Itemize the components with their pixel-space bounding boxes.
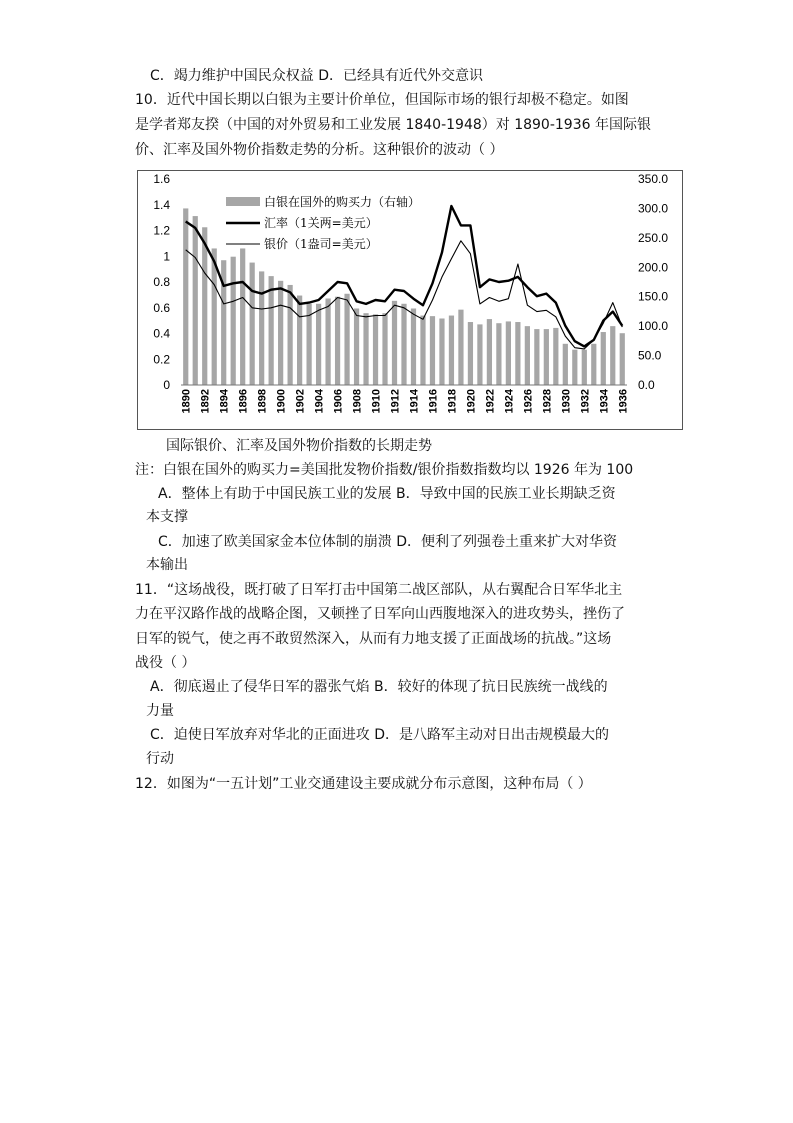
bar-purchasing-power-1933 — [591, 344, 596, 385]
bar-purchasing-power-1929 — [553, 328, 558, 385]
x-tick-label: 1910 — [370, 389, 383, 414]
q11-option-b-cont: 力量 — [146, 703, 174, 719]
bar-purchasing-power-1921 — [477, 324, 482, 385]
y-right-tick-label: 200.0 — [638, 260, 669, 275]
q11-stem-line1: 11．“这场战役，既打破了日军打击中国第二战区部队，从右翼配合日军华北主 — [135, 582, 623, 598]
bar-purchasing-power-1900 — [278, 281, 283, 385]
q11-stem-line2: 力在平汉路作战的战略企图，又顿挫了日军向山西腹地深入的进攻势头，挫伤了 — [135, 606, 625, 622]
q11-option-d-cont: 行动 — [146, 751, 174, 767]
bar-purchasing-power-1914 — [411, 308, 416, 385]
q10-stem-line2: 是学者郑友揆（中国的对外贸易和工业发展 1840-1948）对 1890-1936 年国际银 — [135, 117, 651, 133]
y-right-tick-label: 0.0 — [638, 378, 655, 392]
bar-purchasing-power-1924 — [506, 321, 511, 385]
y-left-tick-label: 0 — [163, 378, 170, 392]
x-tick-label: 1900 — [275, 389, 288, 414]
bar-purchasing-power-1916 — [430, 316, 435, 385]
bar-purchasing-power-1892 — [202, 227, 207, 385]
bar-purchasing-power-1891 — [193, 216, 198, 385]
y-right-tick-label: 100.0 — [638, 319, 669, 334]
y-right-tick-label: 50.0 — [638, 348, 662, 363]
bar-purchasing-power-1925 — [515, 322, 520, 385]
y-right-tick-label: 350.0 — [638, 172, 669, 186]
bar-purchasing-power-1922 — [487, 319, 492, 385]
x-tick-label: 1918 — [446, 389, 459, 414]
q10-stem-line3: 价、汇率及国外物价指数走势的分析。这种银价的波动（ ） — [135, 142, 504, 158]
legend-label-exchange-rate: 汇率（1关两=美元） — [264, 216, 378, 230]
bar-purchasing-power-1928 — [544, 329, 549, 385]
x-tick-label: 1902 — [294, 389, 307, 414]
q9-options-cd: C．竭力维护中国民众权益 D．已经具有近代外交意识 — [150, 68, 484, 84]
x-tick-label: 1908 — [351, 389, 364, 414]
x-tick-label: 1916 — [427, 389, 440, 414]
x-tick-label: 1912 — [389, 389, 402, 414]
x-tick-label: 1892 — [199, 389, 212, 414]
y-left-tick-label: 1.2 — [153, 223, 170, 238]
bar-purchasing-power-1890 — [183, 208, 188, 385]
q10-option-ab: A．整体上有助于中国民族工业的发展 B．导致中国的民族工业长期缺乏资 — [158, 486, 616, 502]
q11-stem-line3: 日军的锐气，使之再不敢贸然深入，从而有力地支援了正面战场的抗战。”这场 — [135, 631, 612, 647]
legend-label-silver-price: 银价（1盎司=美元） — [264, 237, 378, 251]
x-tick-label: 1926 — [522, 389, 535, 414]
bar-purchasing-power-1918 — [449, 316, 454, 385]
bar-purchasing-power-1935 — [610, 326, 615, 385]
y-left-tick-label: 0.8 — [153, 275, 170, 289]
bar-purchasing-power-1917 — [439, 318, 444, 385]
chart-svg — [138, 171, 682, 429]
q11-option-ab: A．彻底遏止了侵华日军的嚣张气焰 B．较好的体现了抗日民族统一战线的 — [150, 679, 608, 695]
x-tick-label: 1894 — [218, 389, 231, 414]
bar-purchasing-power-1898 — [259, 271, 264, 385]
bar-purchasing-power-1936 — [620, 333, 625, 385]
bar-purchasing-power-1902 — [297, 296, 302, 385]
y-right-tick-label: 300.0 — [638, 201, 669, 216]
y-left-tick-label: 1.6 — [153, 172, 170, 186]
q10-option-d-cont: 本输出 — [146, 557, 188, 573]
x-tick-label: 1896 — [237, 389, 250, 414]
y-left-tick-label: 1 — [163, 249, 170, 264]
x-tick-label: 1928 — [541, 389, 554, 414]
bar-purchasing-power-1901 — [288, 285, 293, 385]
bar-purchasing-power-1923 — [496, 323, 501, 385]
x-tick-label: 1898 — [256, 389, 269, 414]
bar-purchasing-power-1934 — [601, 332, 606, 385]
y-left-tick-label: 0.2 — [153, 352, 170, 367]
legend-label-purchasing-power: 白银在国外的购买力（右轴） — [264, 195, 421, 209]
bar-purchasing-power-1912 — [392, 301, 397, 385]
x-tick-label: 1914 — [408, 389, 421, 414]
q10-stem-line1: 10．近代中国长期以白银为主要计价单位，但国际市场的银行却极不稳定。如图 — [135, 92, 629, 108]
bar-purchasing-power-1907 — [344, 294, 349, 385]
bar-purchasing-power-1915 — [420, 316, 425, 385]
x-tick-label: 1920 — [465, 389, 478, 414]
bar-purchasing-power-1913 — [401, 304, 406, 385]
bar-purchasing-power-1909 — [363, 313, 368, 385]
x-tick-label: 1922 — [484, 389, 497, 414]
bar-purchasing-power-1931 — [572, 350, 577, 385]
bar-purchasing-power-1896 — [240, 248, 245, 385]
x-tick-label: 1904 — [313, 389, 326, 414]
bar-purchasing-power-1911 — [382, 313, 387, 385]
y-right-tick-label: 250.0 — [638, 230, 669, 245]
bar-purchasing-power-1920 — [468, 322, 473, 385]
bar-purchasing-power-1930 — [563, 344, 568, 385]
legend-swatch-purchasing-power — [226, 197, 260, 206]
bar-purchasing-power-1926 — [525, 326, 530, 385]
silver-price-chart — [137, 170, 683, 430]
y-left-tick-label: 0.6 — [153, 300, 170, 315]
q11-stem-line4: 战役（ ） — [135, 655, 196, 671]
bar-purchasing-power-1910 — [373, 314, 378, 385]
x-tick-label: 1906 — [332, 389, 345, 414]
bar-purchasing-power-1895 — [231, 257, 236, 385]
x-tick-label: 1924 — [503, 389, 516, 414]
bar-purchasing-power-1897 — [250, 263, 255, 385]
chart-note: 注：白银在国外的购买力=美国批发物价指数/银价指数指数均以 1926 年为 100 — [135, 462, 634, 478]
q10-option-b-cont: 本支撑 — [146, 509, 188, 525]
x-tick-label: 1936 — [617, 389, 630, 414]
y-left-tick-label: 0.4 — [153, 326, 170, 341]
bar-purchasing-power-1904 — [316, 304, 321, 385]
q11-option-cd: C．迫使日军放弃对华北的正面进攻 D．是八路军主动对日出击规模最大的 — [150, 727, 610, 743]
y-right-tick-label: 150.0 — [638, 289, 669, 304]
bar-purchasing-power-1932 — [582, 350, 587, 385]
x-tick-label: 1934 — [598, 389, 611, 414]
bar-purchasing-power-1919 — [458, 310, 463, 385]
x-tick-label: 1890 — [180, 389, 193, 414]
x-tick-label: 1932 — [579, 389, 592, 414]
bar-purchasing-power-1908 — [354, 308, 359, 385]
y-left-tick-label: 1.4 — [153, 197, 170, 212]
x-tick-label: 1930 — [560, 389, 573, 414]
bar-purchasing-power-1899 — [269, 276, 274, 385]
bar-purchasing-power-1906 — [335, 297, 340, 385]
q12-stem: 12．如图为“一五计划”工业交通建设主要成就分布示意图，这种布局（ ） — [135, 776, 592, 792]
q10-option-cd: C．加速了欧美国家金本位体制的崩溃 D．便利了列强卷土重来扩大对华资 — [158, 534, 618, 550]
bar-purchasing-power-1905 — [325, 298, 330, 385]
chart-caption: 国际银价、汇率及国外物价指数的长期走势 — [166, 438, 432, 454]
bar-purchasing-power-1927 — [534, 329, 539, 385]
